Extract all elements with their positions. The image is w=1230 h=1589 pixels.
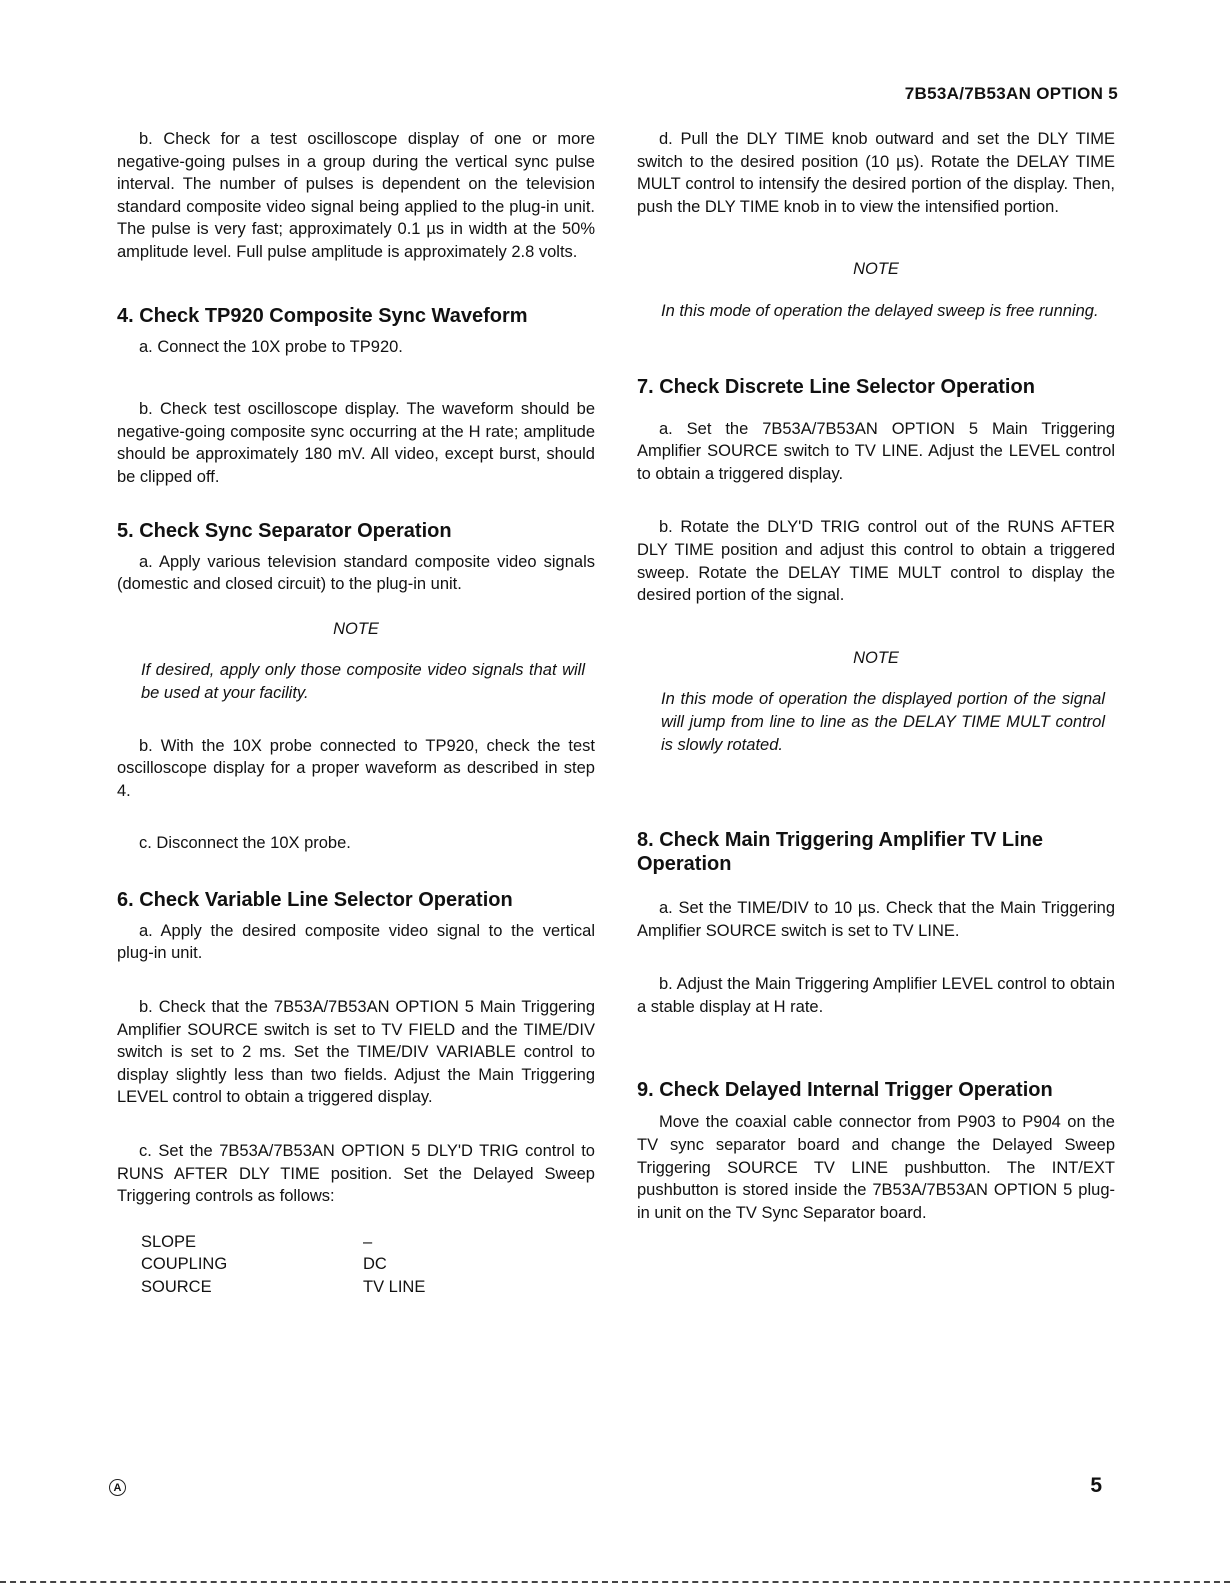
section-9-title: 9. Check Delayed Internal Trigger Operation [637, 1079, 1053, 1102]
paragraph: b. Rotate the DLY'D TRIG control out of the RUNS AFTER DLY TIME position and adjust this control to obtain a triggered sweep. Rotate the DELAY TIME MULT control to display the desired portion of the signal. [637, 518, 1115, 605]
paragraph: Move the coaxial cable connector from P903 to P904 on the TV sync separator board and change the Delayed Sweep Triggering SOURCE TV LINE pushbutton. The INT/EXT pushbutton is stored inside the 7B53A/7B53AN OPTION 5 plug-in unit on the TV Sync Separator board. [637, 1113, 1115, 1222]
paragraph: a. Apply various television standard composite video signals (domestic and closed circuit) to the plug-in unit. [117, 552, 595, 594]
page-header: 7B53A/7B53AN OPTION 5 [904, 84, 1118, 103]
paragraph: b. Adjust the Main Triggering Amplifier LEVEL control to obtain a stable display at H rate. [637, 975, 1115, 1016]
right-column [637, 128, 1115, 1224]
paragraph: c. Set the 7B53A/7B53AN OPTION 5 DLY'D TRIG control to RUNS AFTER DLY TIME position. Set the Delayed Sweep Triggering controls as follows: [117, 1142, 595, 1206]
bottom-rule [0, 1581, 1230, 1583]
logo-icon: A [109, 1479, 126, 1496]
paragraph: b. Check that the 7B53A/7B53AN OPTION 5 Main Triggering Amplifier SOURCE switch is set to TV FIELD and the TIME/DIV switch is set to 2 ms. Set the TIME/DIV VARIABLE control to display slightly less than two fields. Adjust the Main Triggering LEVEL control to obtain a triggered display. [117, 998, 595, 1107]
note-text: In this mode of operation the displayed portion of the signal will jump from line to line as the DELAY TIME MULT control is slowly rotated. [661, 690, 1105, 754]
setting-name: COUPLING [141, 1255, 228, 1274]
note-label: NOTE [853, 260, 899, 279]
settings-row [141, 1231, 595, 1254]
paragraph: b. Check for a test oscilloscope display of one or more negative-going pulses in a group during the vertical sync pulse interval. The number of pulses is dependent on the television standard composite video signal being applied to the plug-in unit. The pulse is very fast; approximately 0.1 µs in width at the 50% amplitude level. Full pulse amplitude is approximately 2.8 volts. [117, 130, 595, 261]
paragraph: a. Set the 7B53A/7B53AN OPTION 5 Main Triggering Amplifier SOURCE switch to TV LINE. Adjust the LEVEL control to obtain a triggered display. [637, 419, 1115, 483]
note-text: If desired, apply only those composite video signals that will be used at your facility. [141, 661, 585, 702]
paragraph: a. Connect the 10X probe to TP920. [139, 337, 403, 356]
note-label: NOTE [333, 619, 379, 638]
note-label: NOTE [853, 648, 899, 667]
setting-value: – [363, 1232, 373, 1251]
paragraph: d. Pull the DLY TIME knob outward and set the DLY TIME switch to the desired position (10 µs). Rotate the DELAY TIME MULT control to intensify the desired portion of the display. Then, push the DLY TIME knob in to view the intensified portion. [637, 130, 1115, 216]
section-4-title: 4. Check TP920 Composite Sync Waveform [117, 304, 528, 327]
paragraph: a. Apply the desired composite video signal to the vertical plug-in unit. [117, 921, 595, 963]
settings-row [141, 1253, 595, 1276]
section-8-title: 8. Check Main Triggering Amplifier TV Line Operation [637, 829, 1043, 876]
note-text: In this mode of operation the delayed sweep is free running. [661, 301, 1099, 320]
section-6-title: 6. Check Variable Line Selector Operation [117, 888, 513, 911]
section-7-title: 7. Check Discrete Line Selector Operation [637, 375, 1035, 398]
section-5-title: 5. Check Sync Separator Operation [117, 519, 452, 542]
settings-row [141, 1276, 595, 1299]
setting-name: SOURCE [141, 1278, 212, 1296]
setting-value: DC [363, 1255, 387, 1274]
left-column [117, 128, 595, 1299]
paragraph: c. Disconnect the 10X probe. [139, 834, 351, 853]
settings-table [141, 1231, 595, 1299]
paragraph: b. With the 10X probe connected to TP920, check the test oscilloscope display for a proper waveform as described in step 4. [117, 736, 595, 800]
setting-value: TV LINE [363, 1278, 426, 1296]
paragraph: b. Check test oscilloscope display. The waveform should be negative-going composite sync occurring at the H rate; amplitude should be approximately 180 mV. All video, except burst, should be clipped off. [117, 400, 595, 486]
paragraph: a. Set the TIME/DIV to 10 µs. Check that the Main Triggering Amplifier SOURCE switch is set to TV LINE. [637, 899, 1115, 940]
page-number: 5 [1090, 1474, 1102, 1497]
setting-name: SLOPE [141, 1232, 197, 1251]
